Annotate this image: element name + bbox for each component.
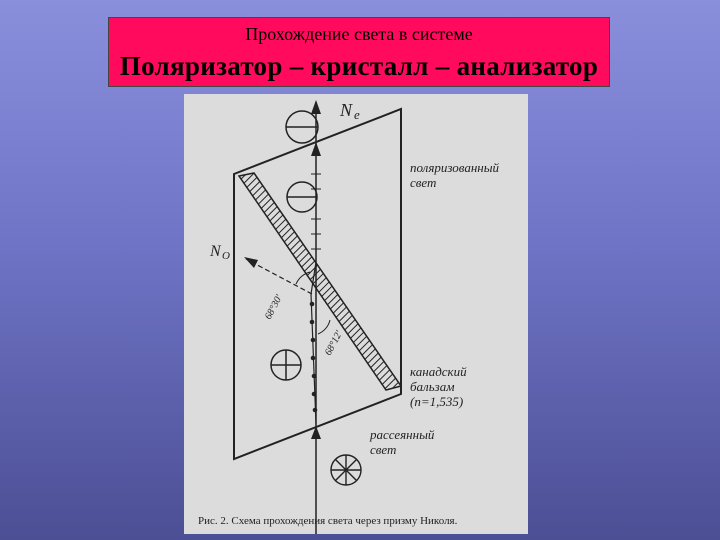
- angle-label-upper: 68°30': [262, 293, 285, 322]
- polarization-star-bottom: [331, 455, 361, 485]
- balsam-label-2: бальзам: [410, 379, 455, 394]
- angle-arc-lower: [318, 320, 330, 334]
- scattered-light-label-1: рассеянный: [370, 427, 435, 442]
- nicol-prism-diagram: [184, 94, 528, 534]
- nicol-prism-figure: [184, 94, 528, 534]
- figure-caption: Рис. 2. Схема прохождения света через призму Николя.: [198, 515, 458, 527]
- no-subscript: O: [222, 250, 230, 262]
- polarized-light-label-1: поляризованный: [410, 160, 500, 175]
- slide-title-line2: Поляризатор – кристалл – анализатор: [119, 51, 599, 81]
- ordinary-ray-arrowhead: [244, 257, 258, 268]
- balsam-label-3: (n=1,535): [410, 394, 464, 409]
- slide-title-line1: Прохождение света в системе: [245, 24, 473, 44]
- scattered-light-label-2: свет: [370, 442, 397, 457]
- slide-title-box: [108, 17, 610, 87]
- ray-arrowhead-top: [311, 100, 321, 114]
- angle-label-lower: 68°12': [322, 329, 345, 358]
- balsam-layer: [239, 173, 401, 390]
- polarization-circle-mid: [287, 182, 317, 212]
- polarization-circle-top: [286, 111, 318, 143]
- no-label: N: [210, 243, 221, 260]
- ne-label: N: [340, 100, 353, 120]
- polarization-circle-cross: [271, 350, 301, 380]
- balsam-label-1: канадский: [410, 364, 467, 379]
- polarized-light-label-2: свет: [410, 175, 437, 190]
- ne-subscript: e: [354, 107, 360, 122]
